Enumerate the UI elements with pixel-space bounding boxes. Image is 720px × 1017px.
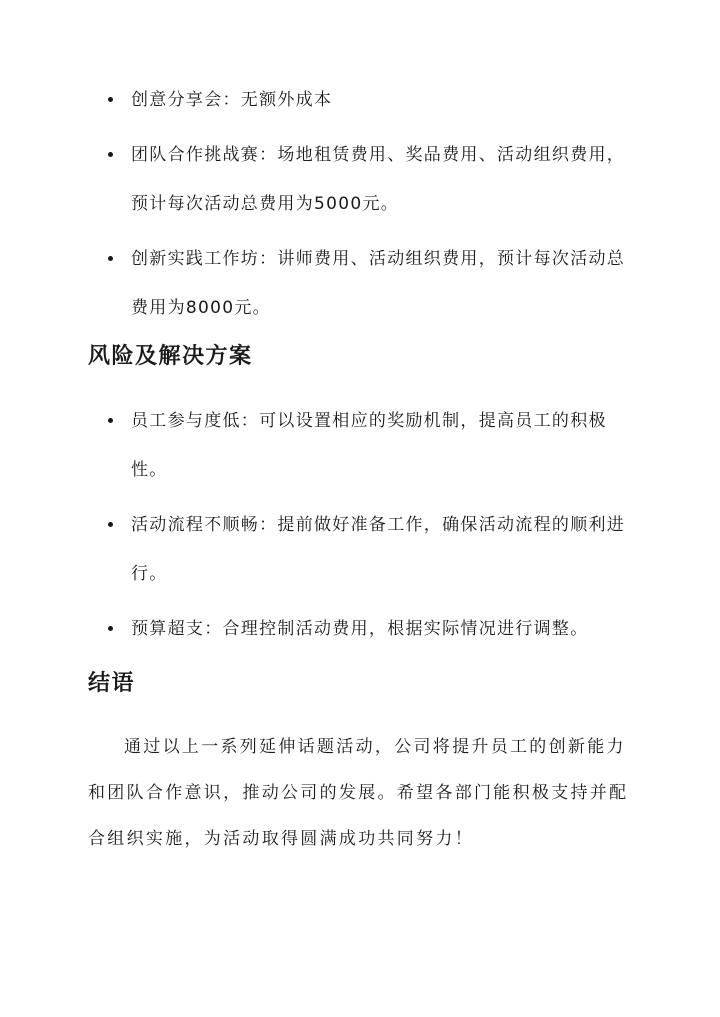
list-item-text: 团队合作挑战赛：场地租赁费用、奖品费用、活动组织费用，预计每次活动总费用为5000元。: [131, 145, 626, 214]
bullet-icon: [108, 522, 113, 527]
bullet-icon: [108, 152, 113, 157]
conclusion-paragraph: 通过以上一系列延伸话题活动，公司将提升员工的创新能力和团队合作意识，推动公司的发展。希望各部门能积极支持并配合组织实施，为活动取得圆满成功共同努力！: [88, 737, 629, 849]
list-item-text: 创新实践工作坊：讲师费用、活动组织费用，预计每次活动总费用为8000元。: [131, 249, 626, 318]
budget-list: [0, 76, 720, 333]
list-item: [0, 501, 720, 599]
list-item: [0, 76, 720, 125]
list-item: [0, 605, 720, 654]
list-item-text: 活动流程不顺畅：提前做好准备工作，确保活动流程的顺利进行。: [131, 515, 626, 584]
list-item: [0, 131, 720, 229]
list-item-text: 员工参与度低：可以设置相应的奖励机制，提高员工的积极性。: [131, 411, 607, 480]
risk-list: [0, 397, 720, 654]
bullet-icon: [108, 626, 113, 631]
section-heading-conclusion: 结语: [88, 670, 136, 696]
list-item-text: 预算超支：合理控制活动费用，根据实际情况进行调整。: [131, 619, 589, 639]
list-item: [0, 235, 720, 333]
bullet-icon: [108, 256, 113, 261]
bullet-icon: [108, 97, 113, 102]
list-item: [0, 397, 720, 495]
bullet-icon: [108, 418, 113, 423]
section-heading-risks: 风险及解决方案: [88, 343, 253, 369]
list-item-text: 创意分享会：无额外成本: [131, 90, 333, 110]
